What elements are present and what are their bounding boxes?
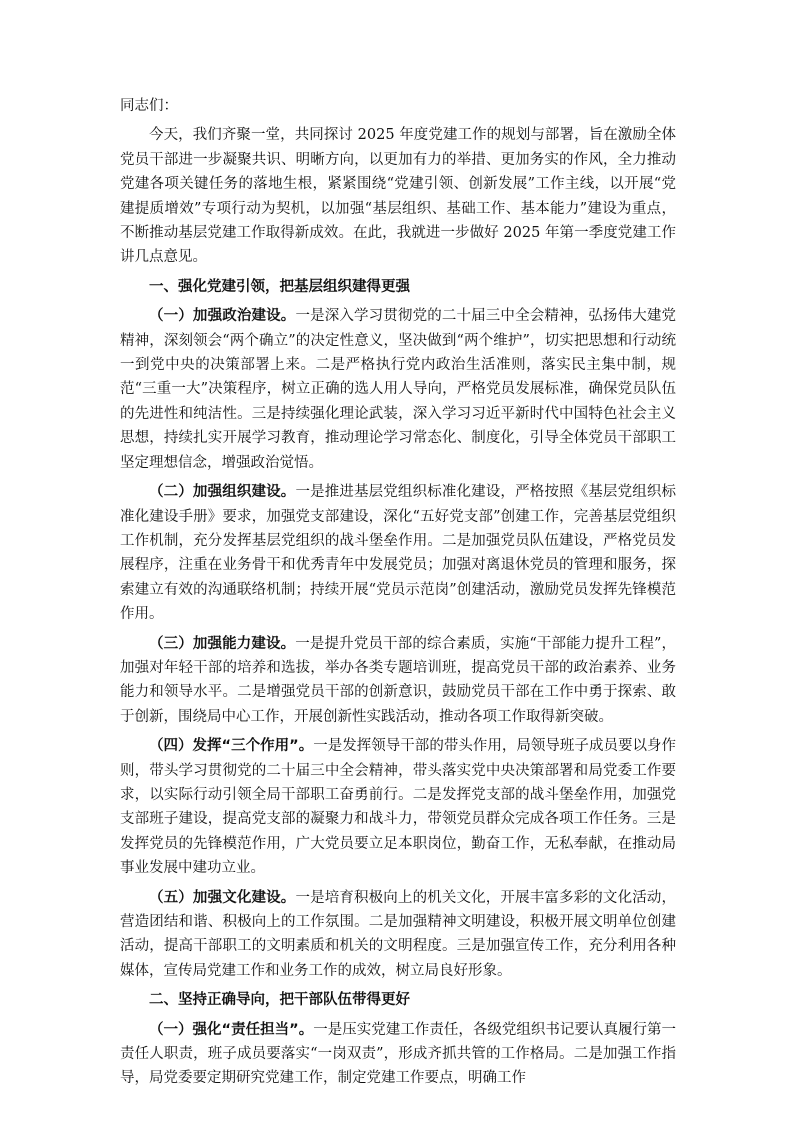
item-text: 一是压实党建工作责任，各级党组织书记要认真履行第一责任人职责，班子成员要落实“一岗双责”，形成齐抓共管的工作格局。二是加强工作指导，局党委要定期研究党建工作，制定党建工作要点，明确工作: [120, 1021, 677, 1087]
item-text: 一是发挥领导干部的带头作用，局领导班子成员要以身作则，带头学习贯彻党的二十届三中全会精神，带头落实党中央决策部署和局党委工作要求，以实际行动引领全局干部职工奋勇前行。二是发挥党支部的战斗堡垒作用，加强党支部班子建设，提高党支部的凝聚力和战斗力，带领党员群众完成各项工作任务。三是发挥党员的先锋模范作用，广大党员要立足本职岗位，勤奋工作，无私奉献，在推动局事业发展中建功立业。: [120, 738, 677, 877]
section-2-heading: 二、坚持正确导向，把干部队伍带得更好: [149, 992, 410, 1009]
item-text: 一是培育积极向上的机关文化，开展丰富多彩的文化活动，营造团结和谐、积极向上的工作氛围。二是加强精神文明建设，积极开展文明单位创建活动，提高干部职工的文明素质和机关的文明程度。三是加强宣传工作，充分利用各种媒体，宣传局党建工作和业务工作的成效，树立局良好形象。: [120, 889, 677, 979]
section-1-item-2: [120, 480, 676, 626]
item-text: 一是推进基层党组织标准化建设，严格按照《基层党组织标准化建设手册》要求，加强党支部建设，深化“五好党支部”创建工作，完善基层党组织工作机制，充分发挥基层党组织的战斗堡垒作用。二是加强党员队伍建设，严格党员发展程序，注重在业务骨干和优秀青年中发展党员；加强对离退休党员的管理和服务，探索建立有效的沟通联络机制；持续开展“党员示范岗”创建活动，激励党员发挥先锋模范作用。: [120, 484, 677, 623]
section-1-heading: 一、强化党建引领，把基层组织建得更强: [149, 278, 410, 295]
item-lead: （五）加强文化建设。: [149, 889, 296, 906]
section-1-item-4: [120, 734, 676, 880]
section-1-item-5: [120, 886, 676, 984]
item-lead: （四）发挥“三个作用”。: [149, 738, 314, 755]
intro-paragraph: 今天，我们齐聚一堂，共同探讨 2025 年度党建工作的规划与部署，旨在激励全体党员干部进一步凝聚共识、明晰方向，以更加有力的举措、更加务实的作风，全力推动党建各项关键任务的落地生根，紧紧围绕“党建引领、创新发展”工作主线，以开展“党建提质增效”专项行动为契机，以加强“基层组织、基础工作、基本能力”建设为重点，不断推动基层党建工作取得新成效。在此，我就进一步做好 2025 年第一季度党建工作讲几点意见。: [120, 127, 676, 266]
item-lead: （二）加强组织建设。: [149, 484, 296, 501]
salutation: 同志们：: [120, 98, 178, 114]
section-1-item-3: [120, 632, 676, 730]
item-lead: （一）强化“责任担当”。: [149, 1021, 314, 1038]
item-lead: （一）加强政治建设。: [149, 308, 296, 325]
section-2-item-1: [120, 1018, 676, 1091]
item-text: 一是提升党员干部的综合素质，实施“干部能力提升工程”，加强对年轻干部的培养和选拔，举办各类专题培训班，提高党员干部的政治素养、业务能力和领导水平。二是增强党员干部的创新意识，鼓励党员干部在工作中勇于探索、敢于创新，围绕局中心工作，开展创新性实践活动，推动各项工作取得新突破。: [120, 635, 676, 725]
item-text: 一是深入学习贯彻党的二十届三中全会精神，弘扬伟大建党精神，深刻领会“两个确立”的决定性意义，坚决做到“两个维护”，切实把思想和行动统一到党中央的决策部署上来。二是严格执行党内政治生活准则，落实民主集中制，规范“三重一大”决策程序，树立正确的选人用人导向，严格党员发展标准，确保党员队伍的先进性和纯洁性。三是持续强化理论武装，深入学习习近平新时代中国特色社会主义思想，持续扎实开展学习教育，推动理论学习常态化、制度化，引导全体党员干部职工坚定理想信念，增强政治觉悟。: [120, 308, 677, 471]
section-1-item-1: [120, 304, 676, 475]
document-page: [120, 94, 676, 1096]
item-lead: （三）加强能力建设。: [149, 635, 296, 652]
